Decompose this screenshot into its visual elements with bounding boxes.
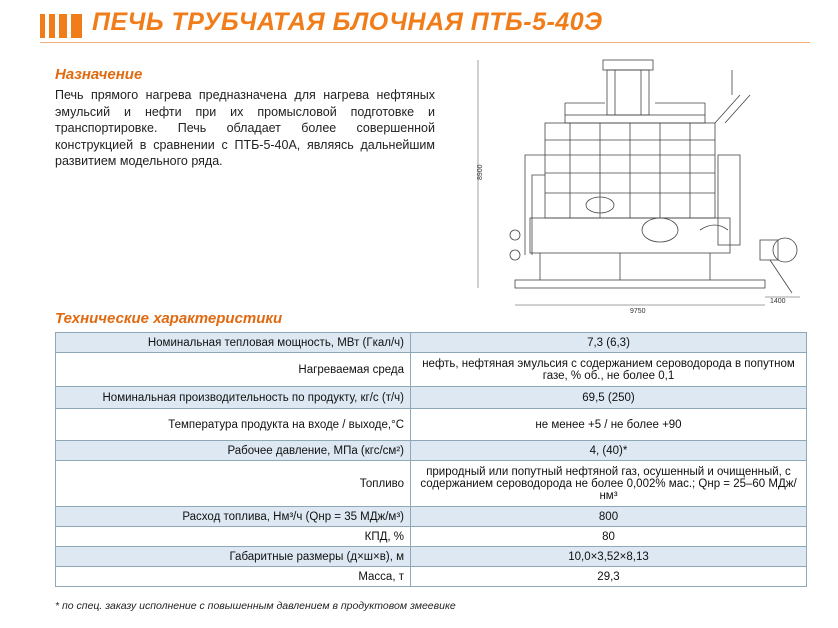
spec-label: КПД, %	[56, 527, 411, 547]
spec-label: Расход топлива, Нм³/ч (Qнр = 35 МДж/м³)	[56, 507, 411, 527]
dim-length-label: 9750	[630, 308, 646, 315]
table-row	[56, 547, 807, 567]
spec-label: Габаритные размеры (д×ш×в), м	[56, 547, 411, 567]
spec-value: природный или попутный нефтяной газ, осушенный и очищенный, с содержанием сероводорода не более 0,002% мас.; Qнр = 25–60 МДж/нм³	[411, 461, 807, 507]
specs-table	[55, 332, 807, 587]
spec-label: Топливо	[56, 461, 411, 507]
footnote: * по спец. заказу исполнение с повышенным давлением в продуктовом змеевике	[55, 600, 456, 612]
header-stripes	[40, 14, 100, 38]
furnace-drawing	[470, 55, 810, 315]
purpose-text: Печь прямого нагрева предназначена для нагрева нефтяных эмульсий и нефти при их промысловой подготовке и транспортировке. Печь обладает более совершенной конструкцией в сравнении с ПТБ-5-40А, являясь дальнейшим развитием модельного ряда.	[55, 88, 435, 168]
spec-value: 800	[411, 507, 807, 527]
spec-label: Нагреваемая среда	[56, 353, 411, 387]
table-row	[56, 441, 807, 461]
spec-label: Номинальная производительность по продукту, кг/с (т/ч)	[56, 387, 411, 409]
spec-label: Температура продукта на входе / выходе,°С	[56, 409, 411, 441]
spec-value: 4, (40)*	[411, 441, 807, 461]
spec-value: нефть, нефтяная эмульсия с содержанием сероводорода в попутном газе, % об., не более 0,1	[411, 353, 807, 387]
spec-label: Масса, т	[56, 567, 411, 587]
spec-label: Рабочее давление, МПа (кгс/см²)	[56, 441, 411, 461]
table-row	[56, 387, 807, 409]
spec-label: Номинальная тепловая мощность, МВт (Гкал/ч)	[56, 333, 411, 353]
specs-heading: Технические характеристики	[55, 310, 283, 327]
spec-value: 80	[411, 527, 807, 547]
page-title: ПЕЧЬ ТРУБЧАТАЯ БЛОЧНАЯ ПТБ-5-40Э	[92, 8, 603, 36]
dim-side-label: 1400	[770, 298, 786, 305]
table-row	[56, 333, 807, 353]
table-row	[56, 567, 807, 587]
header-divider	[40, 42, 810, 43]
table-row	[56, 409, 807, 441]
spec-value: 10,0×3,52×8,13	[411, 547, 807, 567]
dim-height-label: 8900	[477, 164, 484, 180]
table-row	[56, 527, 807, 547]
spec-value: 69,5 (250)	[411, 387, 807, 409]
spec-value: не менее +5 / не более +90	[411, 409, 807, 441]
table-row	[56, 353, 807, 387]
table-row	[56, 507, 807, 527]
spec-value: 29,3	[411, 567, 807, 587]
purpose-heading: Назначение	[55, 66, 143, 83]
table-row	[56, 461, 807, 507]
spec-value: 7,3 (6,3)	[411, 333, 807, 353]
